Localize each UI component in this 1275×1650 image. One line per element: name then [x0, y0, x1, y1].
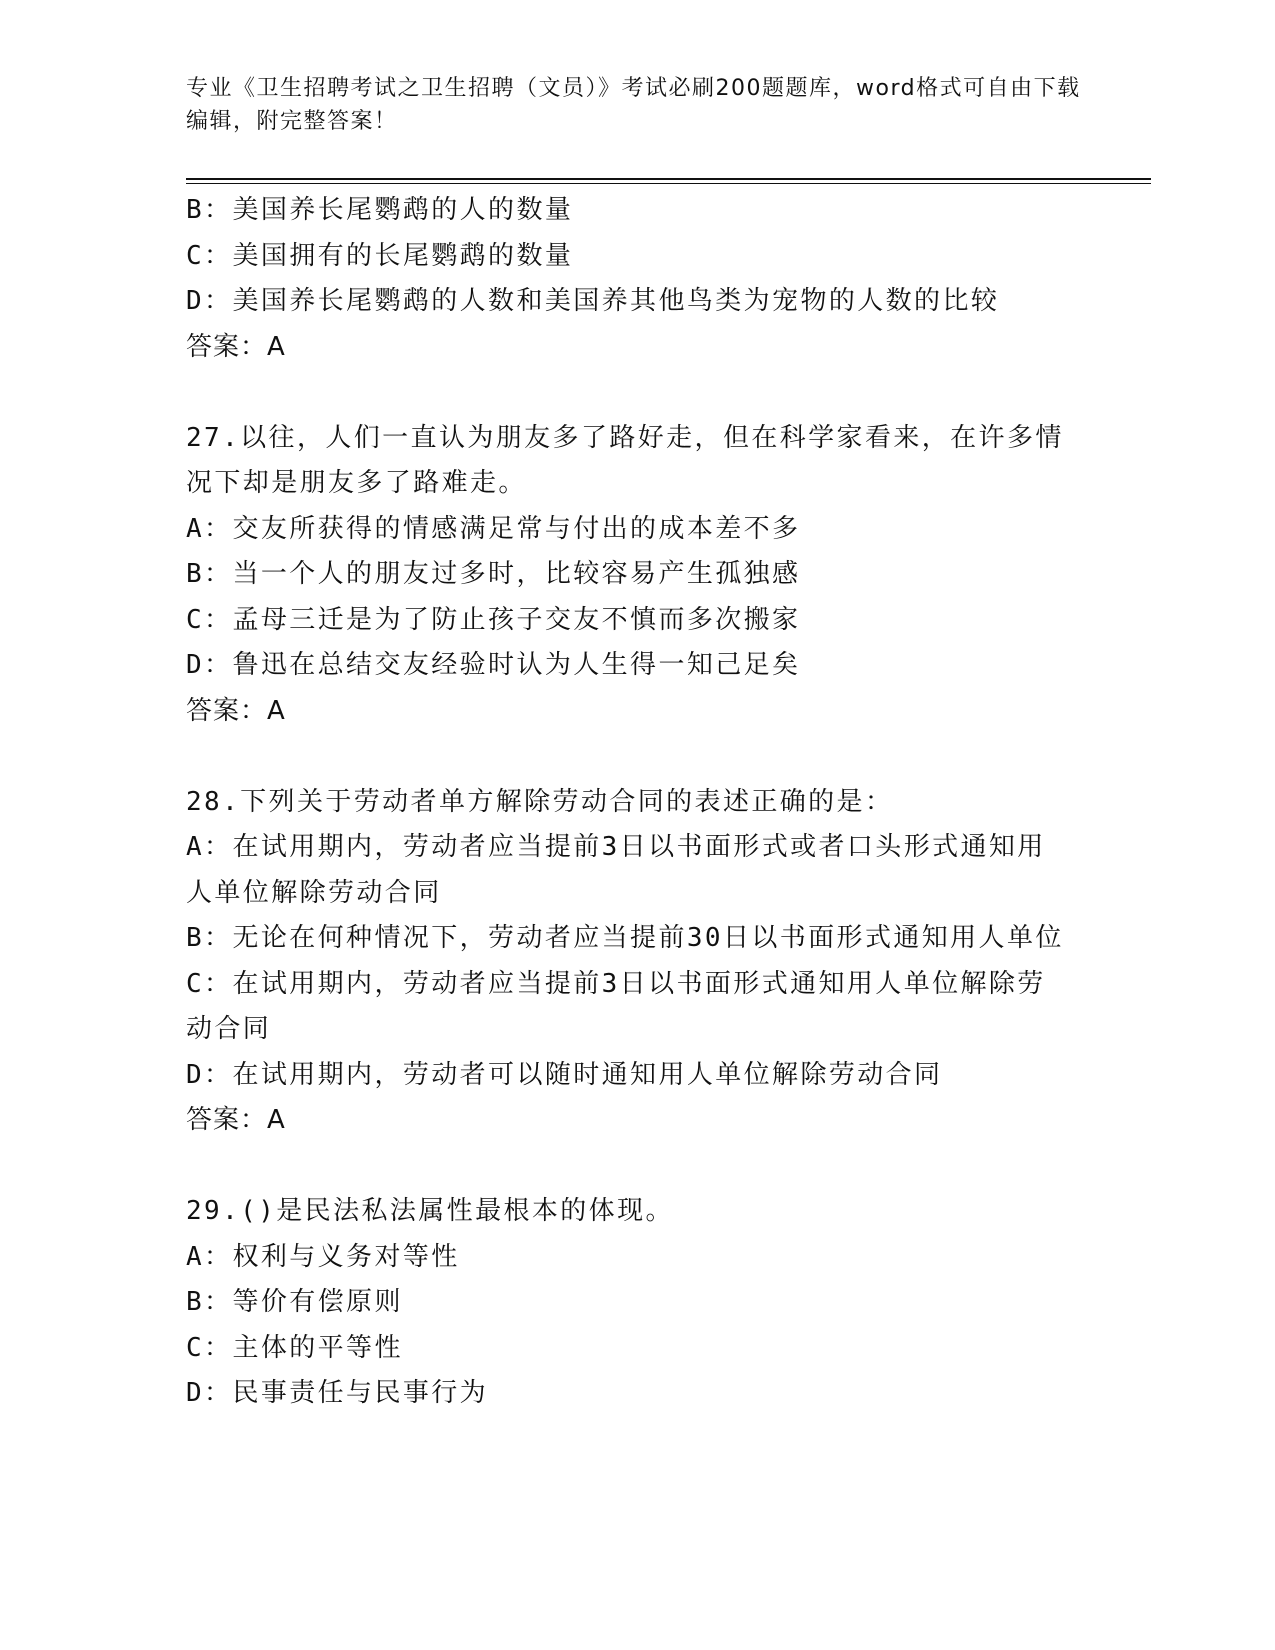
question-content [186, 188, 1086, 1417]
option-c: C：孟母三迁是为了防止孩子交友不慎而多次搬家 [186, 604, 801, 635]
option-d: D：鲁迅在总结交友经验时认为人生得一知己足矣 [186, 650, 801, 680]
option-d: D：美国养长尾鹦鹉的人数和美国养其他鸟类为宠物的人数的比较 [186, 286, 1000, 316]
header-rule-thick [186, 178, 1151, 180]
question-27 [186, 416, 1086, 735]
spacer [186, 734, 1086, 780]
option-b: B：美国养长尾鹦鹉的人的数量 [186, 195, 574, 225]
answer: 答案：A [186, 695, 286, 726]
option-a: A：权利与义务对等性 [186, 1241, 460, 1272]
option-d: D：民事责任与民事行为 [186, 1378, 489, 1408]
question-29 [186, 1189, 1086, 1417]
question-stem: 29.()是民法私法属性最根本的体现。 [186, 1196, 674, 1226]
option-c: C：在试用期内，劳动者应当提前3日以书面形式通知用人单位解除劳动合同 [186, 968, 1046, 1044]
option-b: B：等价有偿原则 [186, 1287, 403, 1317]
question-28 [186, 780, 1086, 1144]
question-stem: 27.以往，人们一直认为朋友多了路好走，但在科学家看来，在许多情况下却是朋友多了路难走。 [186, 422, 1064, 498]
option-b: B：当一个人的朋友过多时，比较容易产生孤独感 [186, 559, 801, 589]
spacer [186, 1144, 1086, 1190]
header-rule-thin [186, 183, 1151, 184]
option-c: C：主体的平等性 [186, 1332, 403, 1363]
option-d: D：在试用期内，劳动者可以随时通知用人单位解除劳动合同 [186, 1059, 943, 1090]
spacer [186, 370, 1086, 416]
answer: 答案：A [186, 1105, 286, 1135]
document-header: 专业《卫生招聘考试之卫生招聘（文员）》考试必刷200题题库，word格式可自由下载编辑，附完整答案！ [186, 76, 1081, 134]
option-a: A：交友所获得的情感满足常与付出的成本差不多 [186, 513, 801, 544]
option-c: C：美国拥有的长尾鹦鹉的数量 [186, 240, 574, 271]
answer: 答案：A [186, 331, 286, 362]
option-a: A：在试用期内，劳动者应当提前3日以书面形式或者口头形式通知用人单位解除劳动合同 [186, 832, 1046, 908]
option-b: B：无论在何种情况下，劳动者应当提前30日以书面形式通知用人单位 [186, 923, 1064, 953]
question-stem: 28.下列关于劳动者单方解除劳动合同的表述正确的是： [186, 786, 894, 817]
question-26-tail [186, 188, 1086, 370]
